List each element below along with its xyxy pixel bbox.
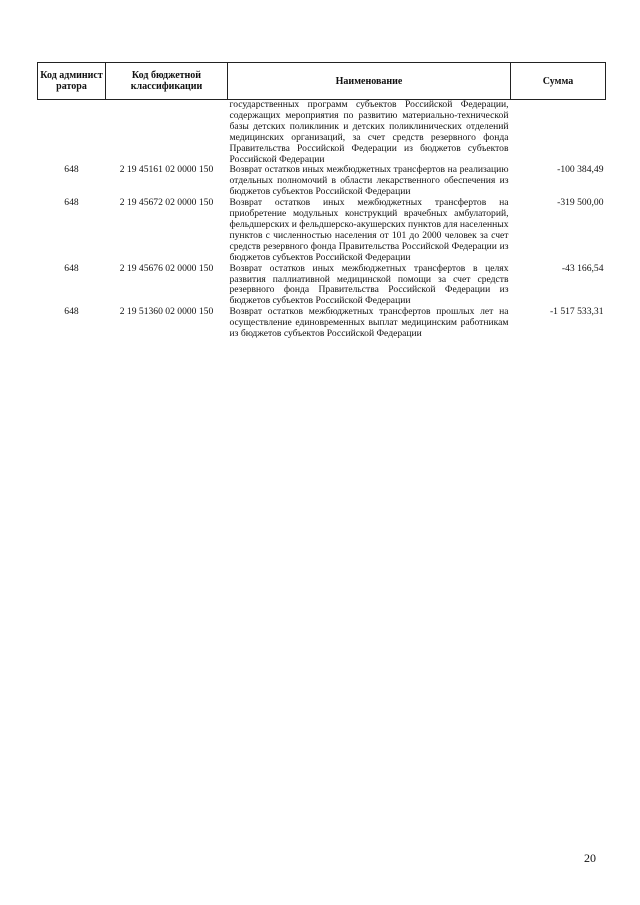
cell-sum-empty	[511, 100, 606, 166]
cell-budget-code: 2 19 45676 02 0000 150	[119, 262, 214, 274]
cell-admin-empty	[38, 100, 106, 166]
table-header-row	[38, 63, 606, 100]
cell-sum: -100 384,49	[557, 164, 604, 176]
cell-sum: -43 166,54	[561, 262, 604, 274]
table-row	[38, 198, 606, 263]
table-row	[38, 165, 606, 198]
cell-name: Возврат остатков иных межбюджетных трансфертов на приобретение модульных конструкций врачебных амбулаторий, фельдшерских и фельдшерско-акушерских пунктов для населенных пунктов с численностью населения от 101 до 2000 человек за счет средств резервного фонда Правительства Российской Федерации из бюджетов субъектов Российской Федерации	[229, 197, 509, 263]
header-admin-code: Код админист ратора	[38, 63, 106, 100]
cell-budget-code: 2 19 45161 02 0000 150	[119, 164, 214, 176]
cell-sum: -1 517 533,31	[549, 306, 604, 318]
table-row	[38, 307, 606, 340]
cell-name: Возврат остатков иных межбюджетных трансфертов в целях развития паллиативной медицинской помощи за счет средств резервного фонда Правительства Российской Федерации из бюджетов субъектов Российской Федерации	[229, 262, 509, 307]
cell-name: Возврат остатков межбюджетных трансфертов прошлых лет на осуществление единовременных выплат медицинским работникам из бюджетов субъектов Российской Федерации	[229, 306, 509, 340]
header-name: Наименование	[228, 63, 511, 100]
cell-sum: -319 500,00	[557, 197, 604, 209]
table-row	[38, 264, 606, 308]
cell-admin-code: 648	[64, 164, 79, 176]
cell-budget-code: 2 19 45672 02 0000 150	[119, 197, 214, 209]
cell-admin-code: 648	[64, 262, 79, 274]
header-budget-code: Код бюджетной классификации	[106, 63, 228, 100]
table-row-continuation	[38, 100, 606, 166]
cell-admin-code: 648	[64, 197, 79, 209]
cell-name: Возврат остатков иных межбюджетных трансфертов на реализацию отдельных полномочий в области лекарственного обеспечения из бюджетов субъектов Российской Федерации	[229, 164, 509, 198]
cell-budget-code: 2 19 51360 02 0000 150	[119, 306, 214, 318]
header-sum: Сумма	[511, 63, 606, 100]
cell-name-continuation: государственных программ субъектов Российской Федерации, содержащих мероприятия по развитию материально-технической базы детских поликлиник и детских поликлинических отделений медицинских организаций, за счет средств резервного фонда Правительства Российской Федерации из бюджетов субъектов Российской Федерации	[229, 99, 509, 165]
page-number: 20	[584, 851, 596, 865]
cell-admin-code: 648	[64, 306, 79, 318]
cell-kbk-empty	[106, 100, 228, 166]
budget-table	[37, 62, 606, 340]
